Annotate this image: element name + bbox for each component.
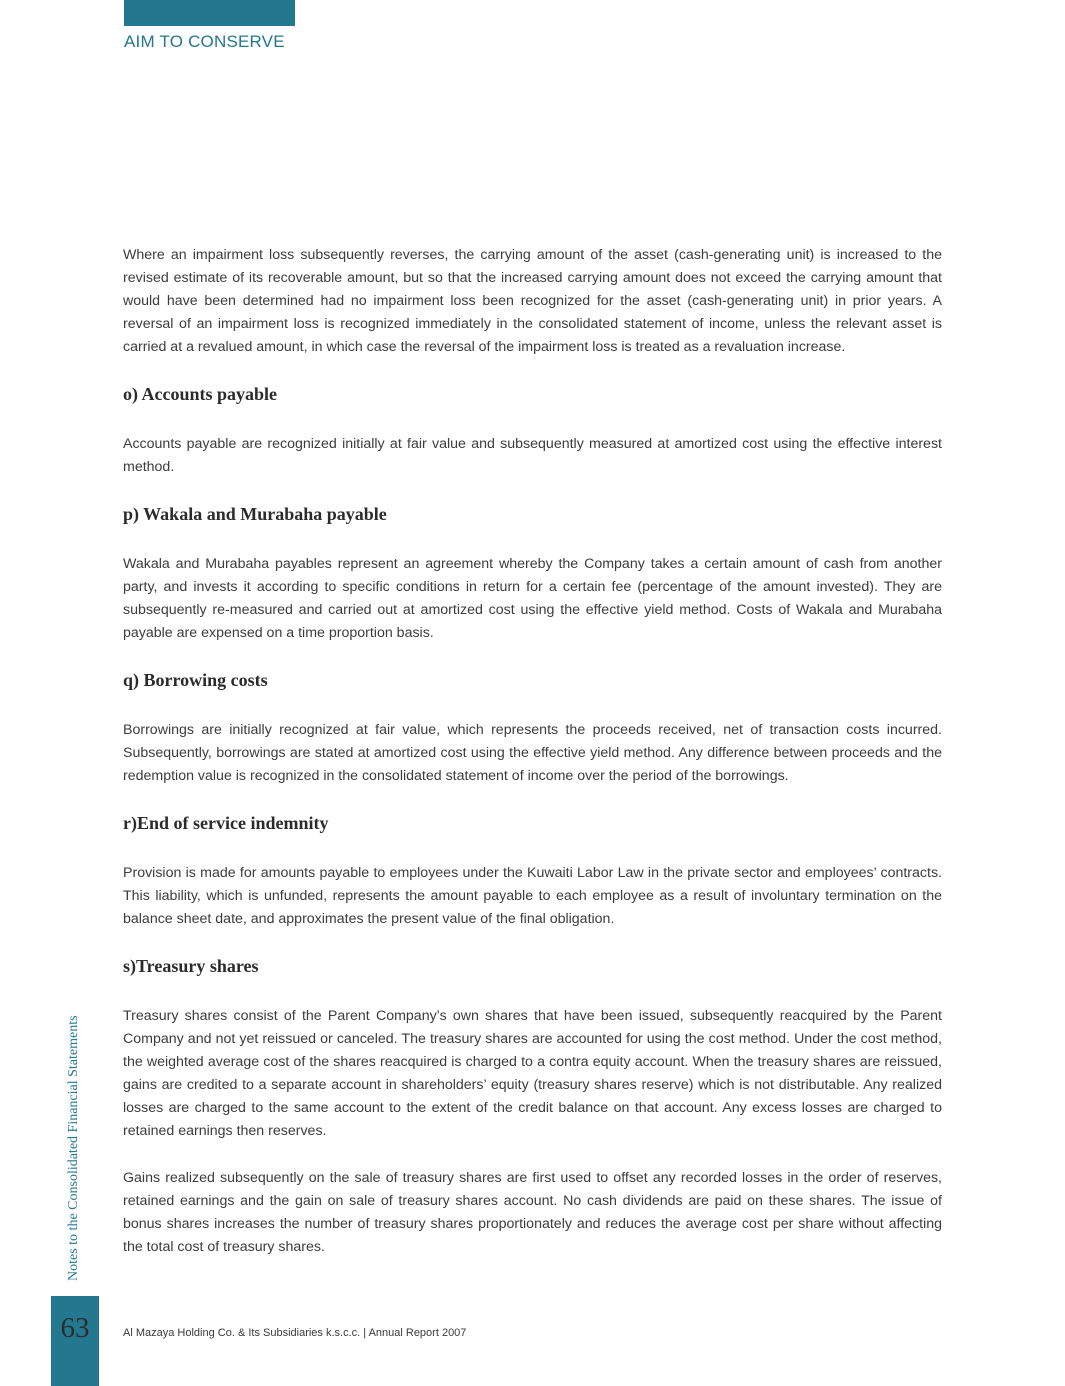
header-color-bar <box>124 0 295 26</box>
side-section-label: Notes to the Consolidated Financial Statements <box>66 1015 81 1281</box>
page-number: 63 <box>60 1312 90 1344</box>
section-paragraph: Accounts payable are recognized initially at fair value and subsequently measured at amortized cost using the effective interest method. <box>123 436 942 475</box>
section-heading-accounts-payable: o) Accounts payable <box>123 384 278 404</box>
section-paragraph: Treasury shares consist of the Parent Company’s own shares that have been issued, subsequently reacquired by the Parent Company and not yet reissued or canceled. The treasury shares are accounted for using the cost method. Under the cost method, the weighted average cost of the shares reacquired is charged to a contra equity account. When the treasury shares are reissued, gains are credited to a separate account in shareholders’ equity (treasury shares reserve) which is not distributable. Any realized losses are charged to the same account to the extent of the credit balance on that account. Any excess losses are charged to retained earnings then reserves. <box>123 1008 942 1139</box>
section-heading-wakala-murabaha: p) Wakala and Murabaha payable <box>123 504 387 524</box>
section-paragraph: Gains realized subsequently on the sale of treasury shares are first used to offset any recorded losses in the order of reserves, retained earnings and the gain on sale of treasury shares account. No cash dividends are paid on these shares. The issue of bonus shares increases the number of treasury shares proportionately and reduces the average cost per share without affecting the total cost of treasury shares. <box>123 1170 942 1255</box>
section-paragraph: Borrowings are initially recognized at fair value, which represents the proceeds received, net of transaction costs incurred. Subsequently, borrowings are stated at amortized cost using the effective yield method. Any difference between proceeds and the redemption value is recognized in the consolidated statement of income over the period of the borrowings. <box>123 722 942 784</box>
footer-text: Al Mazaya Holding Co. & Its Subsidiaries k.s.c.c. | Annual Report 2007 <box>123 1327 467 1339</box>
page-number-tab <box>51 1296 99 1386</box>
header-title: AIM TO CONSERVE <box>124 32 285 51</box>
intro-paragraph: Where an impairment loss subsequently reverses, the carrying amount of the asset (cash-generating unit) is increased to the revised estimate of its recoverable amount, but so that the increased carrying amount does not exceed the carrying amount that would have been determined had no impairment loss been recognized for the asset (cash-generating unit) in prior years. A reversal of an impairment loss is recognized immediately in the consolidated statement of income, unless the relevant asset is carried at a revalued amount, in which case the reversal of the impairment loss is treated as a revaluation increase. <box>123 247 942 355</box>
section-paragraph: Provision is made for amounts payable to employees under the Kuwaiti Labor Law in the private sector and employees’ contracts. This liability, which is unfunded, represents the amount payable to each employee as a result of involuntary termination on the balance sheet date, and approximates the present value of the final obligation. <box>123 865 942 927</box>
section-heading-treasury-shares: s)Treasury shares <box>123 956 259 976</box>
section-paragraph: Wakala and Murabaha payables represent an agreement whereby the Company takes a certain amount of cash from another party, and invests it according to specific conditions in return for a certain fee (percentage of the amount invested). They are subsequently re-measured and carried out at amortized cost using the effective yield method. Costs of Wakala and Murabaha payable are expensed on a time proportion basis. <box>123 556 942 641</box>
section-heading-end-of-service: r)End of service indemnity <box>123 813 329 833</box>
main-content <box>123 244 942 1259</box>
section-heading-borrowing-costs: q) Borrowing costs <box>123 670 268 690</box>
